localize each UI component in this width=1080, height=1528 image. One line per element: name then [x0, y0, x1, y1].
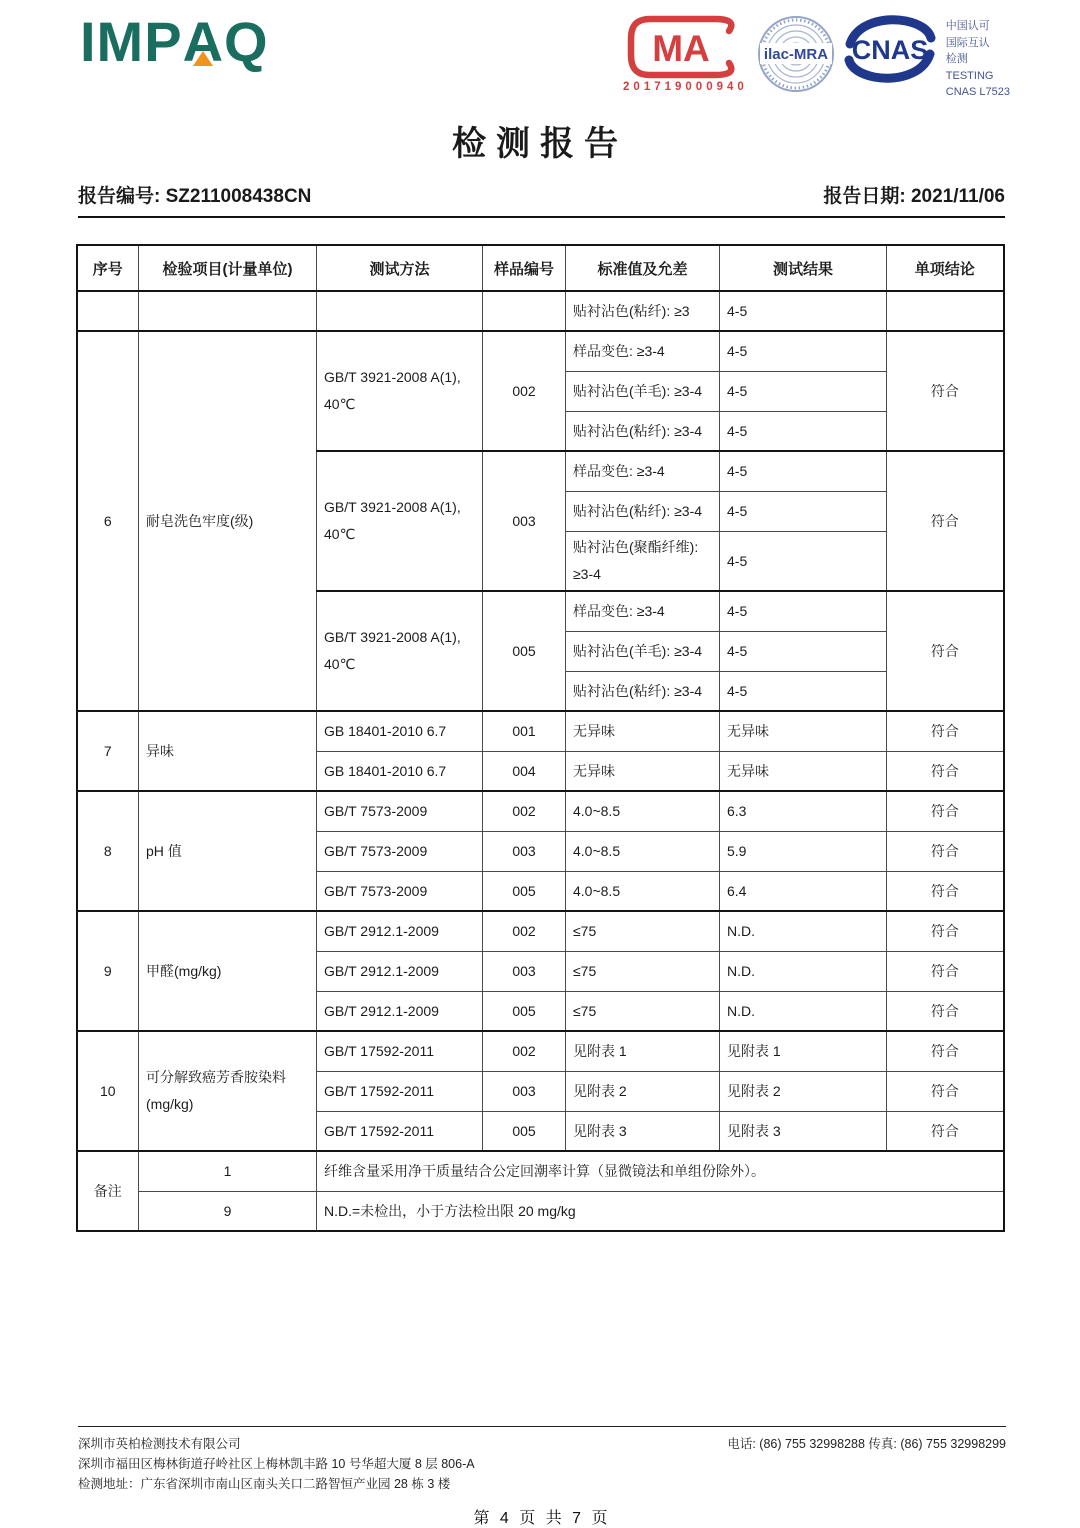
table-head	[77, 245, 1004, 291]
svg-text:CNAS: CNAS	[851, 35, 929, 65]
table-cell	[483, 291, 566, 331]
table-cell: GB/T 2912.1-2009	[317, 951, 483, 991]
cnas-line: 检测	[945, 53, 968, 65]
table-row	[77, 791, 1004, 831]
table-cell: 005	[483, 871, 566, 911]
impaq-logo-letter-a: A	[182, 10, 225, 73]
table-header-cell: 单项结论	[887, 245, 1004, 291]
table-cell: 贴衬沾色(羊毛): ≥3-4	[566, 631, 720, 671]
table-cell: 见附表 3	[720, 1111, 887, 1151]
page-title: 检测报告	[452, 126, 628, 163]
table-cell: 贴衬沾色(羊毛): ≥3-4	[566, 371, 720, 411]
table-cell: 样品变色: ≥3-4	[566, 451, 720, 491]
table-cell	[77, 291, 139, 331]
table-cell: N.D.=未检出，小于方法检出限 20 mg/kg	[317, 1191, 1004, 1231]
table-cell: 符合	[887, 951, 1004, 991]
footer-line-1	[78, 1434, 1006, 1454]
table-cell: 符合	[887, 451, 1004, 591]
table-cell: 贴衬沾色(粘纤): ≥3-4	[566, 671, 720, 711]
table-cell: GB/T 7573-2009	[317, 831, 483, 871]
table-cell: 见附表 2	[720, 1071, 887, 1111]
table-cell: 002	[483, 331, 566, 451]
cnas-line: TESTING	[945, 69, 994, 82]
table-row	[77, 1031, 1004, 1071]
table-cell: 符合	[887, 991, 1004, 1031]
table-cell: 贴衬沾色(聚酯纤维): ≥3-4	[566, 531, 720, 591]
svg-text:ilac-MRA: ilac-MRA	[763, 46, 828, 63]
table-cell: 7	[77, 711, 139, 791]
table-cell: 4-5	[720, 531, 887, 591]
table-cell	[317, 291, 483, 331]
table-cell: 6.3	[720, 791, 887, 831]
page-footer	[78, 1426, 1006, 1528]
table-cell: 符合	[887, 751, 1004, 791]
table-cell: 符合	[887, 711, 1004, 751]
cma-mark	[623, 14, 748, 93]
table-cell: N.D.	[720, 991, 887, 1031]
table-header-cell: 样品编号	[483, 245, 566, 291]
table-cell: 005	[483, 591, 566, 711]
table-cell: 见附表 1	[566, 1031, 720, 1071]
cnas-line: 中国认可	[945, 20, 990, 32]
table-cell: 4-5	[720, 591, 887, 631]
table-cell: ≤75	[566, 951, 720, 991]
table-cell: 001	[483, 711, 566, 751]
page-number: 第 4 页 共 7 页	[473, 1510, 611, 1527]
table-header-row	[77, 245, 1004, 291]
table-row	[77, 291, 1004, 331]
table-cell: GB/T 3921-2008 A(1), 40℃	[317, 451, 483, 591]
table-cell: 见附表 1	[720, 1031, 887, 1071]
table-cell: 10	[77, 1031, 139, 1151]
table-cell: 可分解致癌芳香胺染料 (mg/kg)	[139, 1031, 317, 1151]
table-cell: 4-5	[720, 331, 887, 371]
table-cell: 002	[483, 791, 566, 831]
table-cell: 符合	[887, 1031, 1004, 1071]
table-cell: 符合	[887, 591, 1004, 711]
table-cell: 无异味	[720, 751, 887, 791]
table-cell: 005	[483, 991, 566, 1031]
table-cell: 4.0~8.5	[566, 791, 720, 831]
table-body	[77, 291, 1004, 1231]
table-cell: GB/T 3921-2008 A(1), 40℃	[317, 591, 483, 711]
table-cell: GB 18401-2010 6.7	[317, 751, 483, 791]
table-cell: GB/T 2912.1-2009	[317, 991, 483, 1031]
table-cell: GB 18401-2010 6.7	[317, 711, 483, 751]
table-cell: GB/T 7573-2009	[317, 791, 483, 831]
company-name: 深圳市英柏检测技术有限公司	[78, 1437, 241, 1451]
table-row	[77, 711, 1004, 751]
table-cell: 002	[483, 911, 566, 951]
table-cell: 4-5	[720, 411, 887, 451]
table-row	[77, 1191, 1004, 1231]
cnas-line: CNAS L7523	[945, 86, 1010, 98]
table-cell: 异味	[139, 711, 317, 791]
table-cell: 符合	[887, 1071, 1004, 1111]
report-number	[78, 181, 311, 208]
impaq-logo-text-2: Q	[224, 10, 269, 73]
cma-badge-icon	[626, 14, 744, 80]
certification-marks	[623, 14, 1010, 101]
table-cell: 6	[77, 331, 139, 711]
table-cell: N.D.	[720, 911, 887, 951]
table-cell: 见附表 2	[566, 1071, 720, 1111]
cnas-text-block	[946, 14, 1010, 101]
table-cell: 纤维含量采用净干质量结合公定回潮率计算（显微镜法和单组份除外）。	[317, 1151, 1004, 1191]
table-cell: 4-5	[720, 491, 887, 531]
table-cell: 004	[483, 751, 566, 791]
table-cell	[139, 291, 317, 331]
table-cell: GB/T 17592-2011	[317, 1071, 483, 1111]
table-cell: 4-5	[720, 451, 887, 491]
table-cell: 003	[483, 1071, 566, 1111]
table-row	[77, 331, 1004, 371]
table-cell: 8	[77, 791, 139, 911]
svg-text:MA: MA	[652, 28, 711, 69]
table-cell: 贴衬沾色(粘纤): ≥3-4	[566, 411, 720, 451]
table-cell: 9	[77, 911, 139, 1031]
table-cell: 贴衬沾色(粘纤): ≥3-4	[566, 491, 720, 531]
table-cell: 符合	[887, 791, 1004, 831]
table-row	[77, 911, 1004, 951]
report-date-value: 2021/11/06	[910, 186, 1005, 207]
table-cell: GB/T 17592-2011	[317, 1031, 483, 1071]
table-cell: pH 值	[139, 791, 317, 911]
cnas-line: 国际互认	[945, 36, 990, 49]
impaq-logo-text-1: IMP	[80, 10, 183, 73]
table-cell: 符合	[887, 831, 1004, 871]
header-logo-row	[0, 0, 1080, 110]
table-cell: 4-5	[720, 371, 887, 411]
report-date-label: 报告日期:	[823, 186, 906, 207]
table-cell: 4-5	[720, 631, 887, 671]
table-cell: 4-5	[720, 291, 887, 331]
phone-fax: 电话: (86) 755 32998288 传真: (86) 755 32998299	[727, 1437, 1006, 1451]
table-cell: N.D.	[720, 951, 887, 991]
table-cell: 符合	[887, 911, 1004, 951]
table-cell: 1	[139, 1151, 317, 1191]
table-header-cell: 测试方法	[317, 245, 483, 291]
impaq-orange-triangle-icon	[193, 51, 213, 66]
table-cell: 符合	[887, 331, 1004, 451]
table-cell: 4.0~8.5	[566, 831, 720, 871]
cnas-badge-icon	[844, 14, 936, 84]
report-meta	[78, 181, 1005, 218]
table-cell: 005	[483, 1111, 566, 1151]
table-cell: 样品变色: ≥3-4	[566, 591, 720, 631]
table-header-cell: 测试结果	[720, 245, 887, 291]
table-cell: 无异味	[566, 751, 720, 791]
company-address: 深圳市福田区梅林街道孖岭社区上梅林凯丰路 10 号华超大厦 8 层 806-A	[78, 1457, 475, 1471]
report-table	[76, 244, 1005, 1232]
table-cell: 见附表 3	[566, 1111, 720, 1151]
table-cell: GB/T 17592-2011	[317, 1111, 483, 1151]
report-number-value: SZ211008438CN	[165, 186, 312, 207]
report-number-label: 报告编号:	[78, 186, 161, 207]
cma-number: 201719000940	[623, 81, 748, 93]
table-cell: 003	[483, 451, 566, 591]
table-cell: ≤75	[566, 911, 720, 951]
table-cell: 无异味	[720, 711, 887, 751]
table-row	[77, 1151, 1004, 1191]
table-cell: 003	[483, 951, 566, 991]
table-cell: 备注	[77, 1151, 139, 1231]
table-cell: 6.4	[720, 871, 887, 911]
table-cell: 甲醛(mg/kg)	[139, 911, 317, 1031]
table-cell: 贴衬沾色(粘纤): ≥3	[566, 291, 720, 331]
table-header-cell: 序号	[77, 245, 139, 291]
table-cell: 无异味	[566, 711, 720, 751]
table-cell: 002	[483, 1031, 566, 1071]
table-header-cell: 标准值及允差	[566, 245, 720, 291]
table-header-cell: 检验项目(计量单位)	[139, 245, 317, 291]
ilac-mra-stamp-icon	[756, 14, 836, 94]
table-cell: GB/T 3921-2008 A(1), 40℃	[317, 331, 483, 451]
table-cell: 003	[483, 831, 566, 871]
impaq-logo	[80, 10, 269, 73]
table-cell: 耐皂洗色牢度(级)	[139, 331, 317, 711]
table-cell: 4.0~8.5	[566, 871, 720, 911]
table-cell: 符合	[887, 1111, 1004, 1151]
table-cell: GB/T 7573-2009	[317, 871, 483, 911]
table-cell: GB/T 2912.1-2009	[317, 911, 483, 951]
testing-address: 检测地址：广东省深圳市南山区南头关口二路智恒产业园 28 栋 3 楼	[78, 1477, 451, 1491]
table-cell: 样品变色: ≥3-4	[566, 331, 720, 371]
table-cell: 符合	[887, 871, 1004, 911]
report-date	[823, 181, 1005, 208]
table-cell: 9	[139, 1191, 317, 1231]
table-cell	[887, 291, 1004, 331]
table-cell: ≤75	[566, 991, 720, 1031]
table-cell: 5.9	[720, 831, 887, 871]
table-cell: 4-5	[720, 671, 887, 711]
